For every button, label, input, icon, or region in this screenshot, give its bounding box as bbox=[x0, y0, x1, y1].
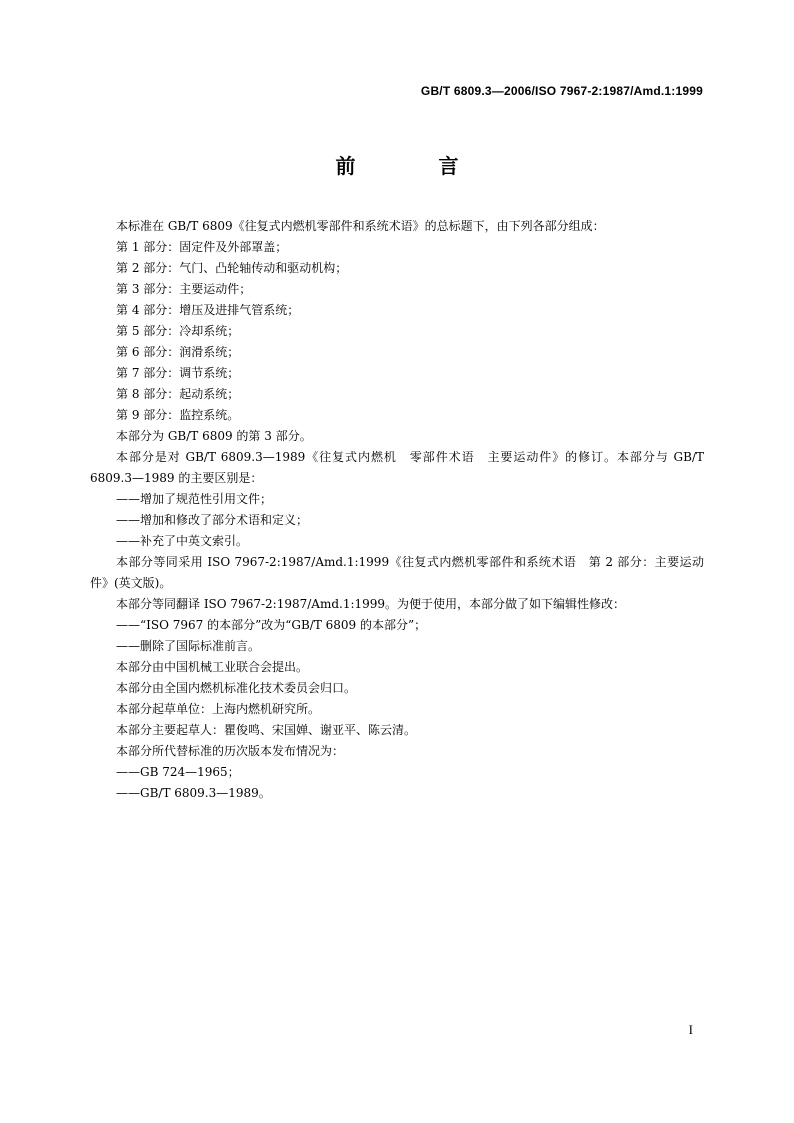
list-item-change-2: ——增加和修改了部分术语和定义； bbox=[116, 513, 309, 527]
standard-id-header: GB/T 6809.3—2006/ISO 7967-2:1987/Amd.1:1999 bbox=[420, 84, 703, 98]
page-title: 前 言 bbox=[335, 154, 497, 178]
paragraph-drafting-unit: 本部分起草单位：上海内燃机研究所。 bbox=[116, 702, 321, 716]
paragraph-history: 本部分所代替标准的历次版本发布情况为： bbox=[116, 744, 345, 758]
paragraph-revision: 本部分是对 GB/T 6809.3—1989《往复式内燃机 零部件术语 主要运动件》的修订。本部分与 GB/T 6809.3—1989 的主要区别是： bbox=[90, 450, 704, 485]
list-item-part-8: 第 8 部分：起动系统； bbox=[116, 387, 240, 401]
list-item-part-9: 第 9 部分：监控系统。 bbox=[116, 408, 240, 422]
paragraph-adoption: 本部分等同采用 ISO 7967-2:1987/Amd.1:1999《往复式内燃机零部件和系统术语 第 2 部分：主要运动件》(英文版)。 bbox=[90, 555, 704, 590]
paragraph-part-statement: 本部分为 GB/T 6809 的第 3 部分。 bbox=[116, 429, 312, 443]
paragraph-committee: 本部分由全国内燃机标准化技术委员会归口。 bbox=[116, 681, 357, 695]
paragraph-intro: 本标准在 GB/T 6809《往复式内燃机零部件和系统术语》的总标题下，由下列各部分组成： bbox=[116, 219, 605, 233]
list-item-change-3: ——补充了中英文索引。 bbox=[116, 534, 249, 548]
foreword-body bbox=[90, 216, 704, 804]
page-number: I bbox=[688, 1022, 693, 1037]
list-item-change-1: ——增加了规范性引用文件； bbox=[116, 492, 273, 506]
list-item-part-3: 第 3 部分：主要运动件； bbox=[116, 282, 252, 296]
paragraph-proposer: 本部分由中国机械工业联合会提出。 bbox=[116, 660, 309, 674]
paragraph-drafters: 本部分主要起草人：瞿俊鸣、宋国婵、谢亚平、陈云清。 bbox=[116, 723, 417, 737]
list-item-part-4: 第 4 部分：增压及进排气管系统； bbox=[116, 303, 300, 317]
list-item-edit-1: ——“ISO 7967 的本部分”改为“GB/T 6809 的本部分”； bbox=[116, 618, 427, 632]
list-item-history-1: ——GB 724—1965； bbox=[116, 765, 240, 779]
list-item-part-2: 第 2 部分：气门、凸轮轴传动和驱动机构； bbox=[116, 261, 348, 275]
paragraph-translation: 本部分等同翻译 ISO 7967-2:1987/Amd.1:1999。为便于使用，本部分做了如下编辑性修改： bbox=[116, 597, 626, 611]
list-item-history-2: ——GB/T 6809.3—1989。 bbox=[116, 786, 271, 800]
list-item-part-7: 第 7 部分：调节系统； bbox=[116, 366, 240, 380]
list-item-edit-2: ——删除了国际标准前言。 bbox=[116, 639, 261, 653]
list-item-part-6: 第 6 部分：润滑系统； bbox=[116, 345, 240, 359]
list-item-part-5: 第 5 部分：冷却系统； bbox=[116, 324, 240, 338]
list-item-part-1: 第 1 部分：固定件及外部罩盖； bbox=[116, 240, 288, 254]
